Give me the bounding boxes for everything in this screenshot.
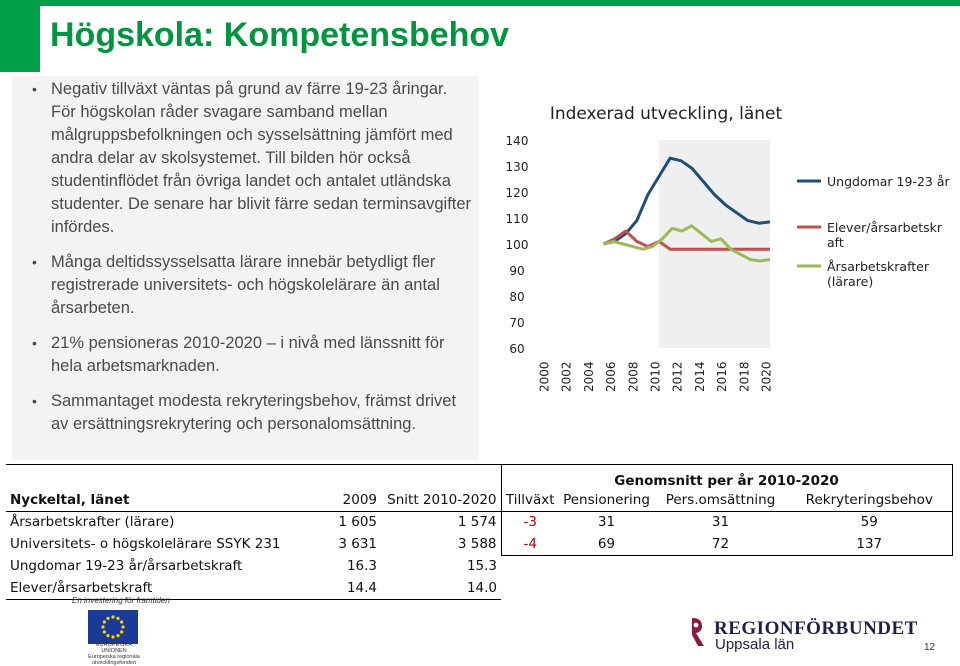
x-tick-label: 2020 [759,361,774,392]
legend-label: Elever/årsarbetskr [827,220,943,235]
x-tick-label: 2006 [604,361,619,392]
bullet-item: • Negativ tillväxt väntas på grund av färre 19-23 åringar. För högskolan råder svagare samband mellan målgruppsbefolkningen och sysselsättning jämfört med andra delar av skolsystemet. Till bilden hör också studentinflödet från övriga landet och antalet utländska studenter. De senare har blivit färre sedan terminsavgifter infördes. [32,78,472,239]
x-tick-label: 2002 [559,361,574,392]
eu-star [111,635,114,638]
cell-turnover: 72 [654,533,787,555]
cell-2009: 14.4 [306,577,381,599]
y-tick-label: 90 [509,264,525,278]
cell-2009: 1 605 [338,514,377,531]
cell-recruit: 59 [787,511,952,533]
legend-label: (lärare) [827,274,874,289]
table-group-header-row [6,465,952,490]
eu-star [103,620,106,623]
eu-caption-line: EUROPEISKA UNIONEN [96,642,132,654]
page-number: 12 [924,642,936,653]
eu-flag-icon [88,610,138,644]
eu-star [121,625,124,628]
eu-star [103,630,106,633]
eu-star [116,634,119,637]
x-tick-label: 2004 [581,361,596,392]
row-label: Ungdomar 19-23 år/årsarbetskraft [10,558,243,574]
legend-label: aft [827,235,844,250]
eu-caption-line: Europeiska regionala utvecklingsfonden [88,654,140,666]
column-header: Rekryteringsbehov [787,489,952,511]
eu-star [120,630,123,633]
eu-star [116,617,119,620]
cell-average: 15.3 [466,558,497,574]
eu-star [106,617,109,620]
cell-2009: 3 631 [338,536,377,552]
y-tick-label: 110 [505,212,529,226]
x-tick-label: 2014 [692,361,707,392]
page-title: Högskola: Kompetensbehov [50,16,510,54]
bullet-item: • Sammantaget modesta rekryteringsbehov, främst drivet av ersättningsrekrytering och personalomsättning. [32,390,472,436]
regionforbundet-subtitle: Uppsala län [715,636,795,653]
x-tick-label: 2000 [537,361,552,392]
y-tick-label: 120 [505,186,529,200]
cell-pension: 69 [559,533,654,555]
y-tick-label: 140 [505,134,529,148]
cell-2009: 16.3 [346,558,377,574]
cell-average: 14.0 [381,577,501,599]
row-label: Årsarbetskrafter (lärare) [10,514,175,531]
cell-pension: 31 [597,514,616,531]
y-tick-label: 100 [505,238,529,252]
legend-label: Årsarbetskrafter [827,259,929,274]
row-label: Elever/årsarbetskraft [6,577,306,599]
x-tick-label: 2008 [626,361,641,392]
table-row [6,555,952,577]
eu-star [101,625,104,628]
cell-average: 3 588 [457,536,497,552]
eu-caption [84,642,144,666]
column-header: Nyckeltal, länet [6,489,306,511]
column-header: 2009 [306,489,381,511]
column-header: Pers.omsättning [654,489,787,511]
kpi-table [6,464,953,600]
bullet-item: • Många deltidssysselsatta lärare innebär betydligt fler registrerade universitets- och högskolelärare än antal årsarbeten. [32,251,472,320]
x-tick-label: 2010 [648,361,663,392]
table-row [6,511,952,533]
column-header: Snitt 2010-2020 [381,489,501,511]
column-header: Tillväxt [501,489,559,511]
regionforbundet-logo-icon [688,616,710,648]
eu-star [106,634,109,637]
table-row [6,533,952,555]
regionforbundet-name: REGIONFÖRBUNDET [714,618,918,639]
bullet-item: • 21% pensioneras 2010-2020 – i nivå med länssnitt för hela arbetsmarknaden. [32,332,472,378]
y-tick-label: 70 [509,316,525,330]
chart-title: Indexerad utveckling, länet [549,104,783,124]
forecast-shading [659,140,770,348]
cell-average: 1 574 [457,514,497,531]
x-tick-label: 2016 [715,361,730,392]
eu-tagline: En investering för framtiden [72,596,170,605]
x-tick-label: 2012 [670,361,685,392]
cell-growth: -3 [501,511,559,533]
eu-star [120,620,123,623]
y-tick-label: 130 [505,160,529,174]
y-tick-label: 80 [509,290,525,304]
table-group-header: Genomsnitt per år 2010-2020 [501,465,952,490]
table-header-row [6,489,952,511]
cell-recruit: 137 [787,533,952,555]
cell-growth: -4 [501,533,559,555]
column-header: Pensionering [559,489,654,511]
x-tick-label: 2018 [737,361,752,392]
row-label: Universitets- o högskolelärare SSYK 231 [10,536,281,552]
eu-star [111,615,114,618]
cell-turnover: 31 [711,514,730,531]
legend-label: Ungdomar 19-23 år [827,174,950,189]
y-tick-label: 60 [509,342,525,356]
